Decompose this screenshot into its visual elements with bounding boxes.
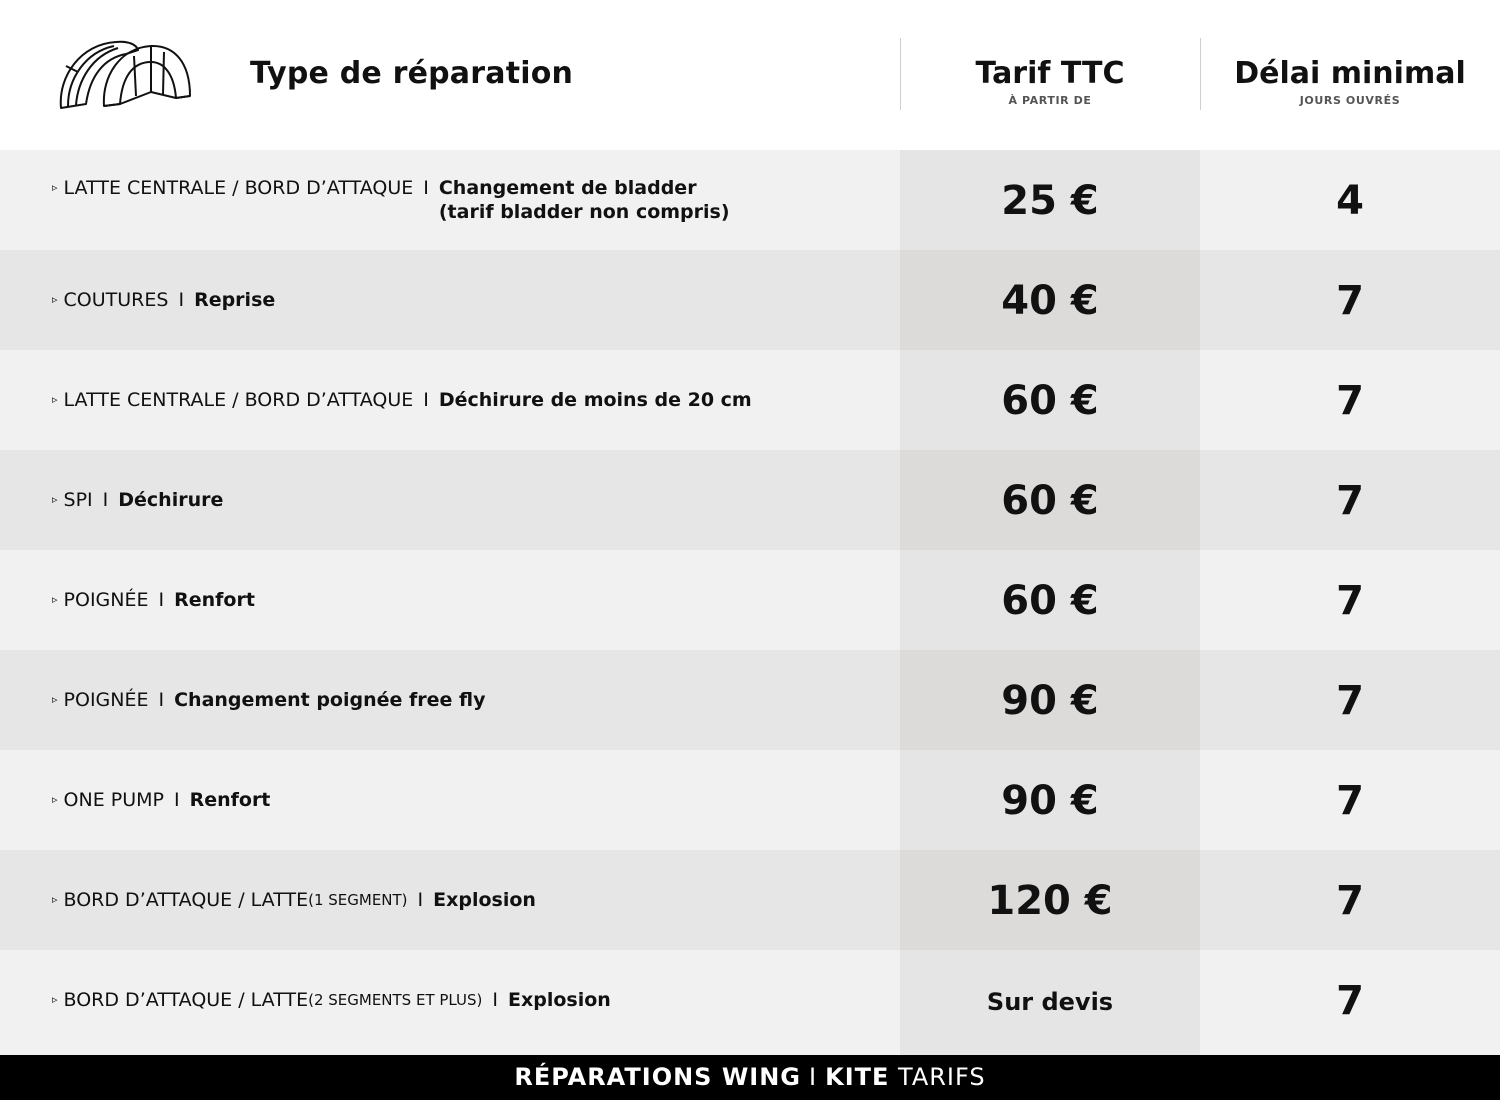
triangle-bullet-icon: ▹ <box>52 993 58 1006</box>
repair-detail: Renfort <box>174 589 255 611</box>
repair-detail: Changement de bladder (tarif bladder non compris) <box>438 177 730 223</box>
column-title-delay: Délai minimal <box>1234 56 1466 91</box>
repair-description <box>52 588 255 612</box>
separator: I <box>423 389 429 411</box>
repair-part: POIGNÉE <box>63 689 149 711</box>
price-value: 60 € <box>1001 378 1099 424</box>
price-value: 60 € <box>1001 578 1099 624</box>
triangle-bullet-icon: ▹ <box>52 593 58 606</box>
triangle-bullet-icon: ▹ <box>52 893 58 906</box>
delay-value: 7 <box>1336 478 1364 524</box>
repair-part: LATTE CENTRALE / BORD D’ATTAQUE <box>63 177 414 199</box>
repair-part: BORD D’ATTAQUE / LATTE <box>63 889 309 911</box>
footer-separator: I <box>809 1063 818 1091</box>
price-value: 120 € <box>987 878 1113 924</box>
separator: I <box>158 589 165 611</box>
repair-description <box>52 888 536 912</box>
repair-detail: Déchirure <box>118 489 224 511</box>
price-table <box>0 150 1500 1055</box>
triangle-bullet-icon: ▹ <box>52 393 58 406</box>
footer-kite: KITE <box>825 1063 890 1091</box>
repair-detail: Explosion <box>508 989 611 1011</box>
delay-value: 7 <box>1336 378 1364 424</box>
separator: I <box>492 989 498 1011</box>
footer-tarifs: TARIFS <box>898 1063 986 1091</box>
column-title-price: Tarif TTC <box>975 56 1125 91</box>
delay-value: 4 <box>1336 178 1364 224</box>
table-row <box>0 550 1500 650</box>
delay-value: 7 <box>1336 678 1364 724</box>
column-header-delay <box>1200 56 1500 108</box>
repair-detail: Renfort <box>189 789 271 811</box>
price-value: 90 € <box>1001 778 1099 824</box>
table-row <box>0 750 1500 850</box>
delay-value: 7 <box>1336 578 1364 624</box>
price-value: 60 € <box>1001 478 1099 524</box>
repair-description <box>52 688 486 712</box>
table-row <box>0 350 1500 450</box>
triangle-bullet-icon: ▹ <box>52 293 58 306</box>
table-row <box>0 950 1500 1055</box>
column-title-repair-type: Type de réparation <box>250 56 574 91</box>
table-header <box>0 0 1500 150</box>
table-row <box>0 250 1500 350</box>
triangle-bullet-icon: ▹ <box>52 181 58 194</box>
column-subtitle-delay: JOURS OUVRÉS <box>1299 94 1401 107</box>
repair-description <box>52 488 223 512</box>
repair-part: COUTURES <box>63 289 169 311</box>
delay-value: 7 <box>1336 278 1364 324</box>
separator: I <box>178 289 185 311</box>
repair-detail: Explosion <box>433 889 536 911</box>
price-value: 25 € <box>1001 178 1099 224</box>
repair-part: POIGNÉE <box>63 589 149 611</box>
repair-detail: Déchirure de moins de 20 cm <box>438 389 752 411</box>
triangle-bullet-icon: ▹ <box>52 793 58 806</box>
delay-value: 7 <box>1336 978 1364 1024</box>
separator: I <box>173 789 180 811</box>
delay-value: 7 <box>1336 778 1364 824</box>
separator: I <box>423 177 429 199</box>
repair-description <box>52 788 270 812</box>
delay-value: 7 <box>1336 878 1364 924</box>
footer-banner <box>0 1055 1500 1100</box>
table-row <box>0 450 1500 550</box>
kite-wing-icon <box>56 36 196 114</box>
table-row <box>0 650 1500 750</box>
separator: I <box>158 689 165 711</box>
price-value: 40 € <box>1001 278 1099 324</box>
table-row <box>0 850 1500 950</box>
repair-part: LATTE CENTRALE / BORD D’ATTAQUE <box>63 389 414 411</box>
triangle-bullet-icon: ▹ <box>52 493 58 506</box>
repair-part: SPI <box>63 489 93 511</box>
repair-part-note: (2 SEGMENTS ET PLUS) <box>308 991 483 1009</box>
column-subtitle-price: À PARTIR DE <box>1008 94 1092 107</box>
separator: I <box>417 889 424 911</box>
repair-part: ONE PUMP <box>63 789 164 811</box>
repair-description <box>52 288 275 312</box>
repair-description <box>52 176 730 224</box>
table-row <box>0 150 1500 250</box>
repair-detail: Changement poignée free fly <box>174 689 486 711</box>
repair-part-note: (1 SEGMENT) <box>308 891 408 909</box>
footer-title: RÉPARATIONS WING <box>514 1063 802 1091</box>
separator: I <box>102 489 109 511</box>
repair-part: BORD D’ATTAQUE / LATTE <box>63 989 309 1011</box>
column-header-price <box>900 56 1200 108</box>
triangle-bullet-icon: ▹ <box>52 693 58 706</box>
price-value: 90 € <box>1001 678 1099 724</box>
repair-description <box>52 388 752 412</box>
repair-description <box>52 988 611 1012</box>
repair-detail: Reprise <box>194 289 276 311</box>
price-value: Sur devis <box>986 988 1114 1016</box>
